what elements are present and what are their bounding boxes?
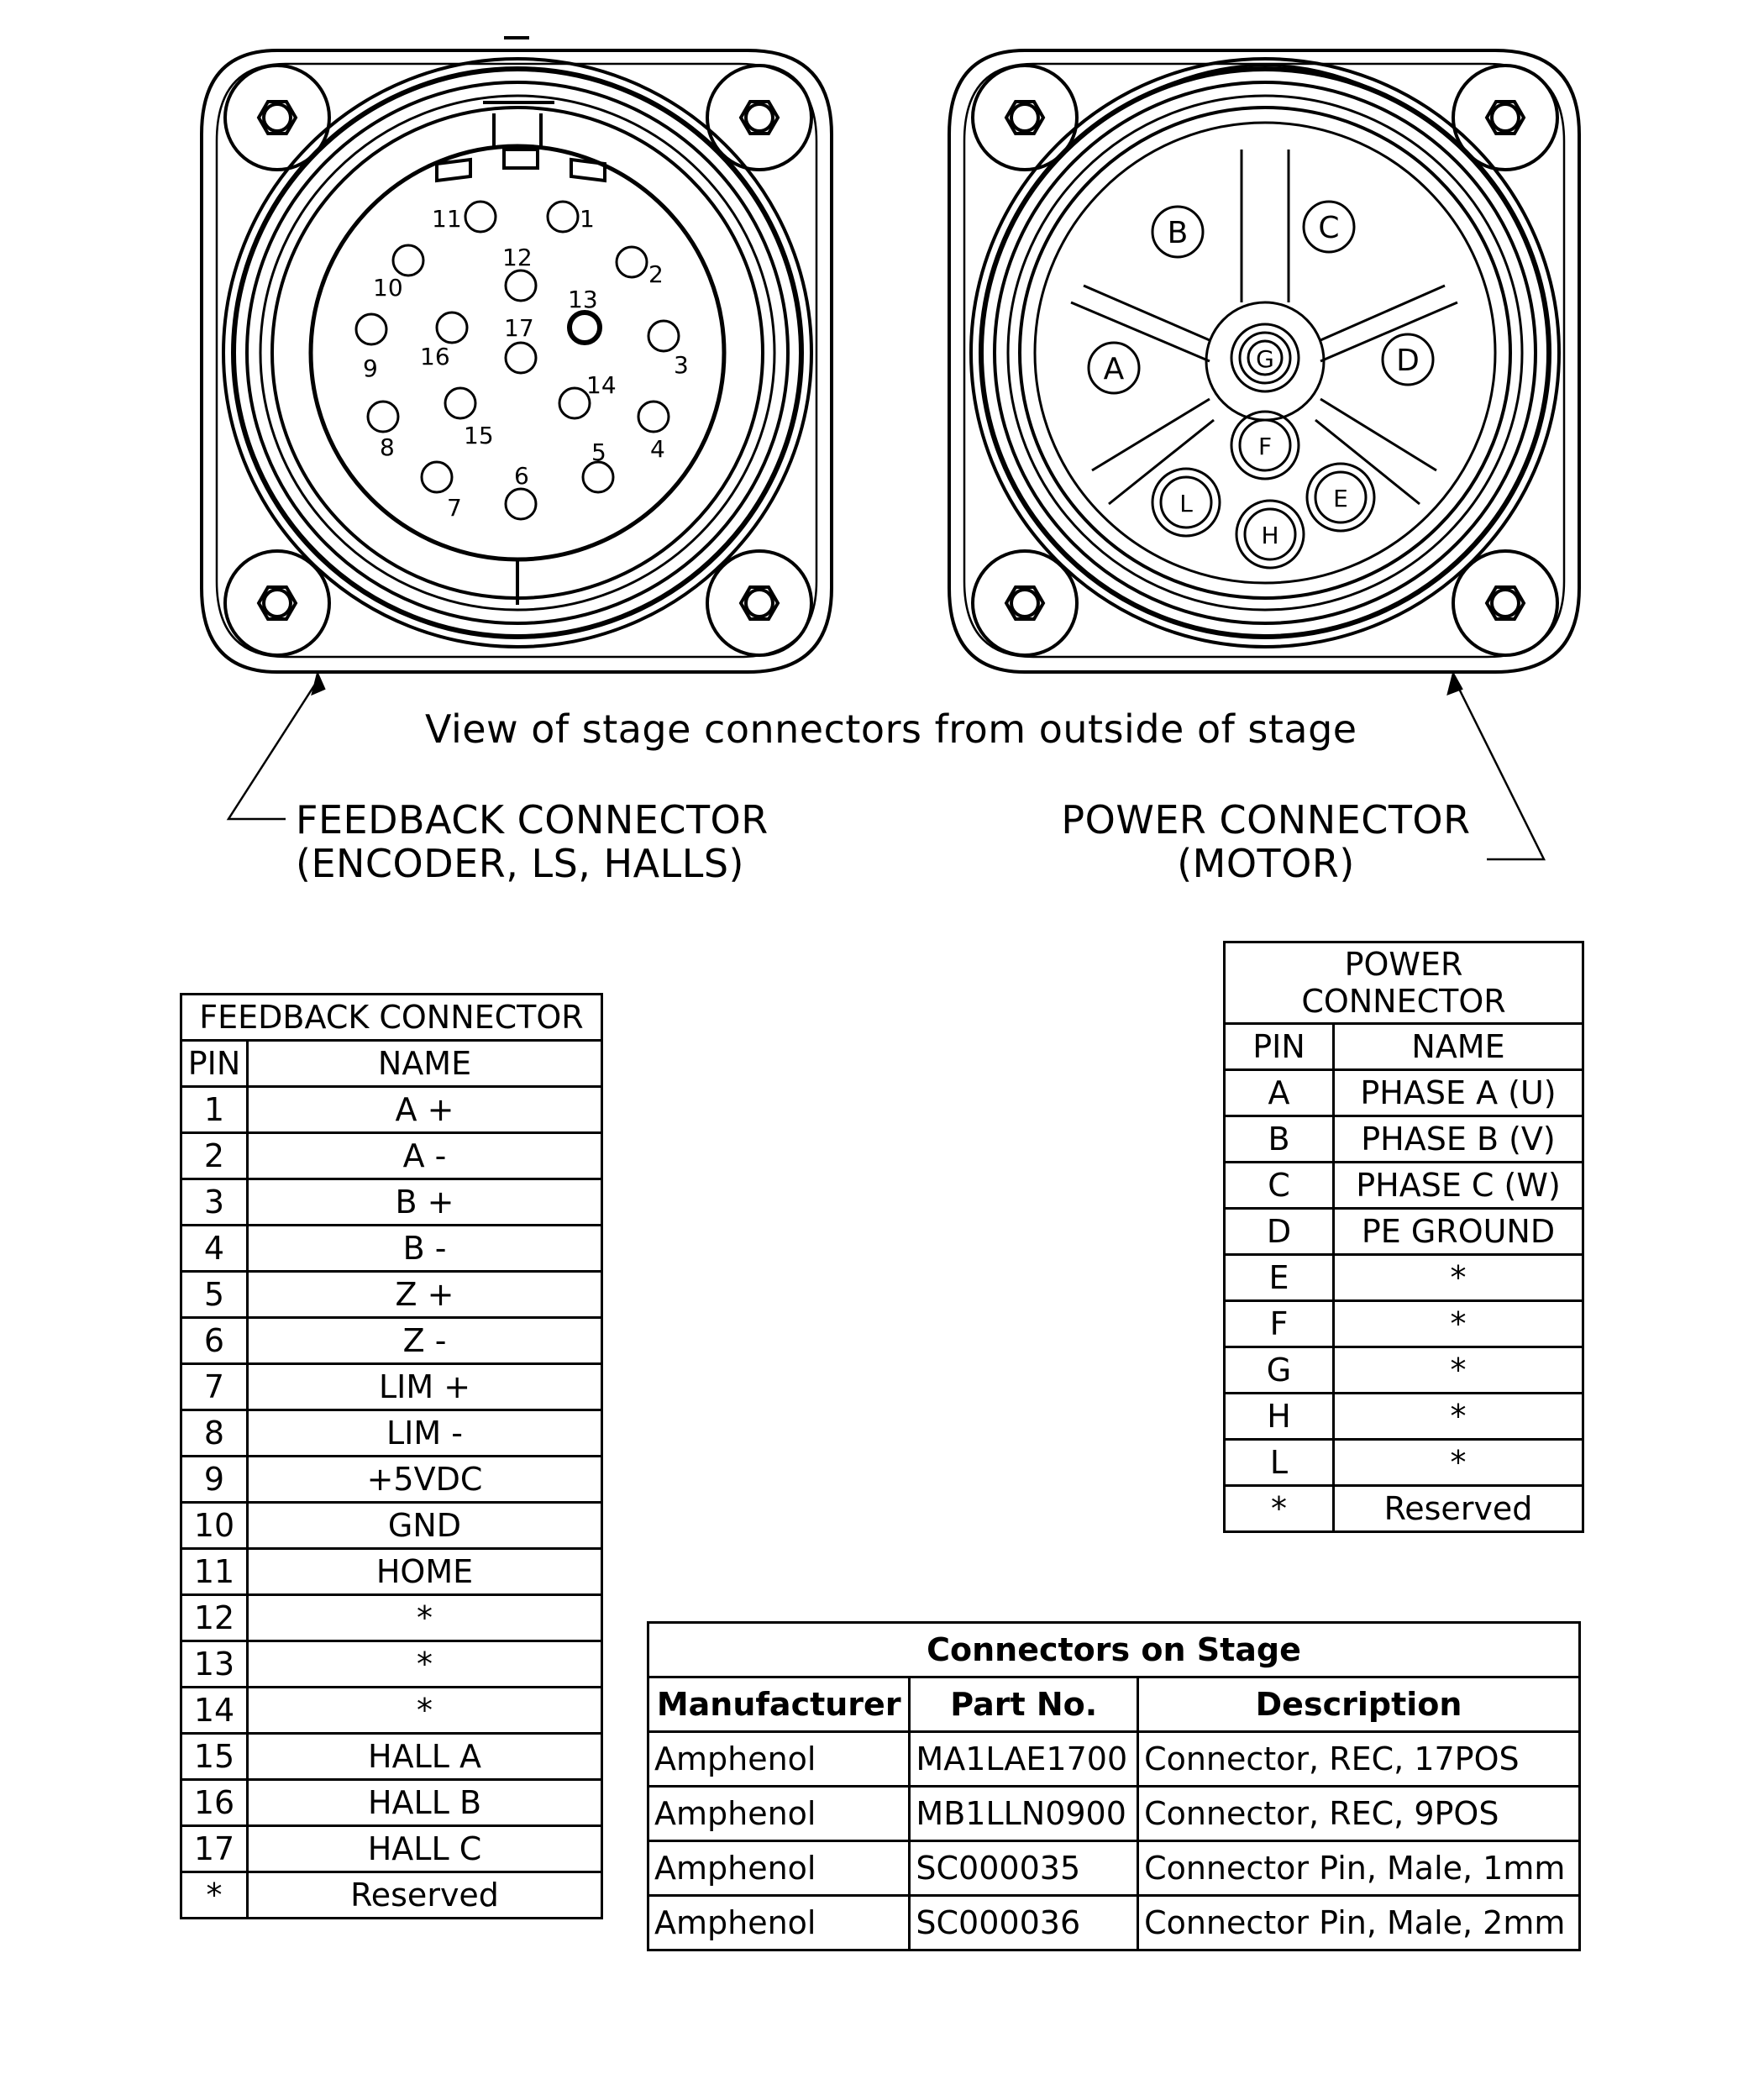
fb-pin-label: 2 <box>648 260 664 288</box>
part-no-cell: MB1LLN0900 <box>910 1787 1138 1841</box>
connectors-table-body <box>648 1732 1580 1950</box>
pin-cell: 12 <box>181 1595 248 1641</box>
name-cell: LIM - <box>248 1410 602 1457</box>
feedback-col-pin: PIN <box>181 1041 248 1087</box>
name-cell: * <box>1334 1394 1583 1440</box>
feedback-mount-hole-tr <box>707 66 811 170</box>
pin-cell: F <box>1225 1301 1334 1347</box>
fb-pin-label: 9 <box>363 354 378 382</box>
table-row <box>1225 1255 1583 1301</box>
fb-pin-label: 4 <box>650 435 665 463</box>
description-cell: Connector, REC, 17POS <box>1138 1732 1580 1787</box>
pin-cell: 1 <box>181 1087 248 1133</box>
fb-pin-label: 12 <box>502 244 533 271</box>
table-row <box>181 1087 602 1133</box>
feedback-connector-table <box>180 993 603 1919</box>
table-row <box>1225 1116 1583 1163</box>
pin-cell: 9 <box>181 1457 248 1503</box>
table-row <box>181 1226 602 1272</box>
pw-pin-label: F <box>1257 433 1273 460</box>
pin-cell: 15 <box>181 1734 248 1780</box>
manufacturer-cell: Amphenol <box>648 1732 910 1787</box>
connector-drawing <box>0 0 1764 924</box>
table-row <box>181 1410 602 1457</box>
name-cell: +5VDC <box>248 1457 602 1503</box>
table-row <box>181 1272 602 1318</box>
feedback-table-body <box>181 1087 602 1919</box>
fb-pin-label: 10 <box>373 274 403 302</box>
fb-pin-label: 3 <box>674 351 689 379</box>
name-cell: Reserved <box>248 1872 602 1919</box>
fb-pin-label: 11 <box>432 205 462 233</box>
col-part-no: Part No. <box>910 1677 1138 1732</box>
pin-cell: L <box>1225 1440 1334 1486</box>
fb-pin-label: 14 <box>586 371 617 399</box>
pin-cell: 3 <box>181 1179 248 1226</box>
col-description: Description <box>1138 1677 1580 1732</box>
name-cell: HOME <box>248 1549 602 1595</box>
manufacturer-cell: Amphenol <box>648 1841 910 1896</box>
power-callout <box>1052 798 1480 885</box>
name-cell: PHASE A (U) <box>1334 1070 1583 1116</box>
pw-pin-label: B <box>1167 216 1189 250</box>
pin-cell: D <box>1225 1209 1334 1255</box>
pin-cell: 11 <box>181 1549 248 1595</box>
fb-pin-label: 16 <box>420 343 450 370</box>
feedback-col-name: NAME <box>248 1041 602 1087</box>
power-col-name: NAME <box>1334 1024 1583 1070</box>
pin-cell: C <box>1225 1163 1334 1209</box>
fb-pin-label: 5 <box>591 438 606 466</box>
pin-cell: 14 <box>181 1688 248 1734</box>
feedback-mount-hole-bl <box>225 551 329 655</box>
pin-cell: 6 <box>181 1318 248 1364</box>
table-row <box>1225 1347 1583 1394</box>
fb-pin-label: 13 <box>568 286 598 313</box>
table-row <box>1225 1163 1583 1209</box>
name-cell: PHASE B (V) <box>1334 1116 1583 1163</box>
name-cell: A - <box>248 1133 602 1179</box>
table-row <box>181 1318 602 1364</box>
power-mount-hole-br <box>1453 551 1557 655</box>
col-manufacturer: Manufacturer <box>648 1677 910 1732</box>
table-row <box>181 1503 602 1549</box>
table-row <box>648 1787 1580 1841</box>
name-cell: * <box>248 1688 602 1734</box>
pw-pin-label: E <box>1333 485 1348 512</box>
pw-pin-label: H <box>1261 522 1279 549</box>
fb-pin-label: 6 <box>514 462 529 490</box>
power-callout-line2: (MOTOR) <box>1177 841 1355 886</box>
part-no-cell: MA1LAE1700 <box>910 1732 1138 1787</box>
pw-pin-label: L <box>1179 490 1193 517</box>
pin-cell: 10 <box>181 1503 248 1549</box>
table-row <box>181 1457 602 1503</box>
table-row <box>181 1826 602 1872</box>
feedback-table-title: FEEDBACK CONNECTOR <box>181 995 602 1041</box>
name-cell: * <box>248 1595 602 1641</box>
name-cell: Z - <box>248 1318 602 1364</box>
part-no-cell: SC000035 <box>910 1841 1138 1896</box>
table-row <box>181 1364 602 1410</box>
fb-pin-label: 1 <box>580 205 595 233</box>
feedback-connector <box>202 38 832 672</box>
connectors-on-stage-table <box>647 1621 1581 1951</box>
table-row <box>1225 1440 1583 1486</box>
pin-cell: A <box>1225 1070 1334 1116</box>
name-cell: HALL B <box>248 1780 602 1826</box>
pin-cell: 2 <box>181 1133 248 1179</box>
table-row <box>648 1732 1580 1787</box>
name-cell: * <box>1334 1347 1583 1394</box>
power-mount-hole-bl <box>973 551 1077 655</box>
table-row <box>1225 1486 1583 1532</box>
name-cell: GND <box>248 1503 602 1549</box>
pin-cell: E <box>1225 1255 1334 1301</box>
power-table-title <box>1225 942 1583 1024</box>
name-cell: LIM + <box>248 1364 602 1410</box>
pin-cell: 5 <box>181 1272 248 1318</box>
fb-pin-label: 17 <box>504 314 534 342</box>
table-row <box>181 1179 602 1226</box>
table-row <box>181 1641 602 1688</box>
table-row <box>181 1595 602 1641</box>
part-no-cell: SC000036 <box>910 1896 1138 1950</box>
power-mount-hole-tr <box>1453 66 1557 170</box>
pin-cell: 8 <box>181 1410 248 1457</box>
feedback-callout-line2: (ENCODER, LS, HALLS) <box>296 841 744 886</box>
table-row <box>1225 1070 1583 1116</box>
name-cell: * <box>1334 1301 1583 1347</box>
manufacturer-cell: Amphenol <box>648 1787 910 1841</box>
name-cell: A + <box>248 1087 602 1133</box>
power-table-body <box>1225 1070 1583 1532</box>
fb-pin-label: 8 <box>380 433 395 461</box>
name-cell: Reserved <box>1334 1486 1583 1532</box>
description-cell: Connector Pin, Male, 2mm <box>1138 1896 1580 1950</box>
feedback-callout <box>296 798 769 885</box>
power-callout-line1: POWER CONNECTOR <box>1061 797 1471 843</box>
table-row <box>1225 1209 1583 1255</box>
power-connector-table <box>1223 941 1584 1533</box>
power-col-pin: PIN <box>1225 1024 1334 1070</box>
name-cell: * <box>248 1641 602 1688</box>
table-row <box>181 1133 602 1179</box>
pw-pin-label: G <box>1256 345 1274 373</box>
fb-pin-label: 15 <box>464 422 494 449</box>
name-cell: B + <box>248 1179 602 1226</box>
power-table-title-line2: CONNECTOR <box>1301 983 1506 1020</box>
pin-cell: 16 <box>181 1780 248 1826</box>
name-cell: Z + <box>248 1272 602 1318</box>
pin-cell: B <box>1225 1116 1334 1163</box>
name-cell: PHASE C (W) <box>1334 1163 1583 1209</box>
name-cell: PE GROUND <box>1334 1209 1583 1255</box>
table-row <box>181 1780 602 1826</box>
table-row <box>181 1549 602 1595</box>
name-cell: HALL C <box>248 1826 602 1872</box>
table-row <box>181 1734 602 1780</box>
pin-cell: 7 <box>181 1364 248 1410</box>
name-cell: * <box>1334 1440 1583 1486</box>
manufacturer-cell: Amphenol <box>648 1896 910 1950</box>
pw-pin-label: D <box>1396 344 1420 378</box>
pin-cell: * <box>1225 1486 1334 1532</box>
table-row <box>181 1688 602 1734</box>
table-row <box>648 1896 1580 1950</box>
name-cell: HALL A <box>248 1734 602 1780</box>
table-row <box>181 1872 602 1919</box>
name-cell: * <box>1334 1255 1583 1301</box>
pw-pin-label: A <box>1103 352 1125 386</box>
view-caption: View of stage connectors from outside of stage <box>425 706 1357 752</box>
power-table-title-line1: POWER <box>1344 946 1463 983</box>
name-cell: B - <box>248 1226 602 1272</box>
table-row <box>1225 1301 1583 1347</box>
power-mount-hole-tl <box>973 66 1077 170</box>
pin-cell: 17 <box>181 1826 248 1872</box>
pin-cell: * <box>181 1872 248 1919</box>
table-row <box>1225 1394 1583 1440</box>
pw-pin-label: C <box>1318 211 1340 245</box>
fb-pin-label: 7 <box>447 494 462 522</box>
description-cell: Connector Pin, Male, 1mm <box>1138 1841 1580 1896</box>
pin-cell: 13 <box>181 1641 248 1688</box>
feedback-callout-line1: FEEDBACK CONNECTOR <box>296 797 769 843</box>
pin-cell: H <box>1225 1394 1334 1440</box>
pin-cell: 4 <box>181 1226 248 1272</box>
table-row <box>648 1841 1580 1896</box>
description-cell: Connector, REC, 9POS <box>1138 1787 1580 1841</box>
feedback-mount-hole-tl <box>225 66 329 170</box>
pin-cell: G <box>1225 1347 1334 1394</box>
feedback-mount-hole-br <box>707 551 811 655</box>
connectors-table-title: Connectors on Stage <box>648 1623 1580 1677</box>
